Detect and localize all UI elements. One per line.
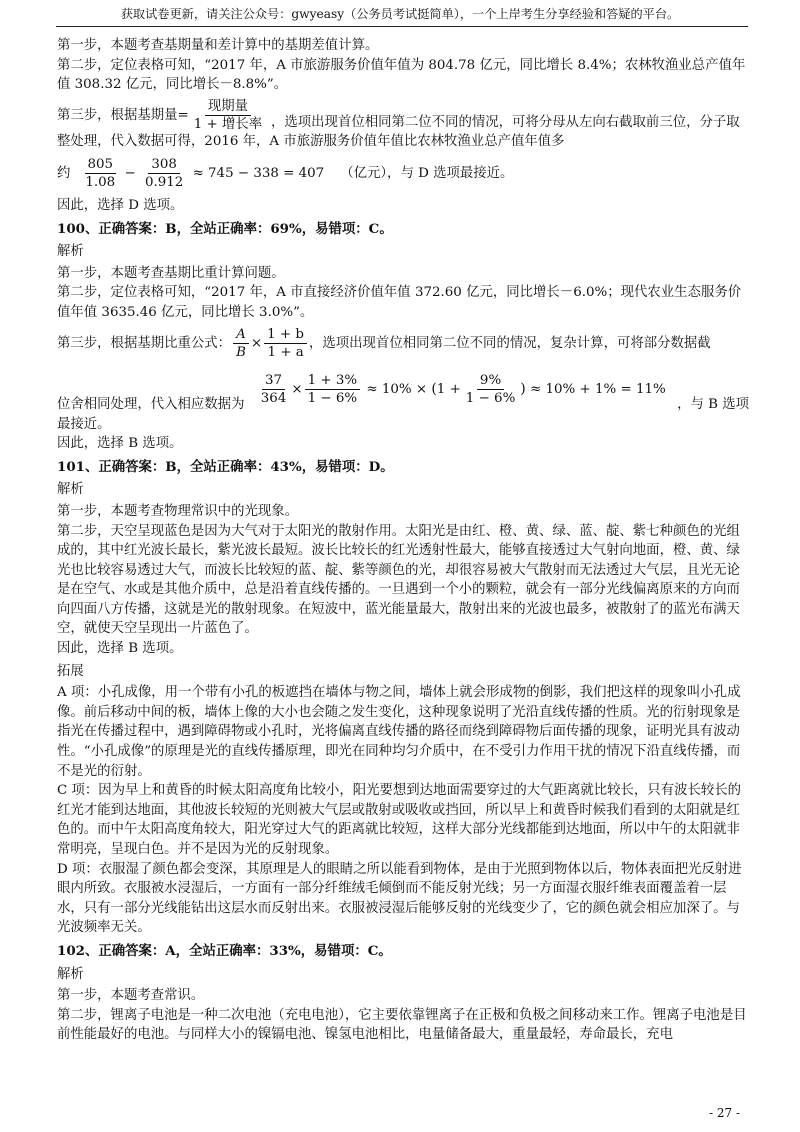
q101-analysis-label: 解析: [57, 482, 84, 498]
ratio-growth-b: 1 + b: [264, 326, 307, 344]
g2-den: 1 − 6%: [307, 391, 358, 407]
q100-step3-suffix: ，与 B 选项: [677, 396, 749, 412]
q99-calc-formula: $\frac{805}{1.08}$ − $\frac{308}{0.912}$ ≈ 745 − 338 = 407: [80, 156, 324, 191]
g-mid: ≈ 10% ×: [366, 382, 428, 398]
q100-step3-suffix2: 最接近。: [57, 416, 111, 432]
ratio-b: B: [236, 345, 246, 361]
f1-den: 1.08: [85, 175, 116, 191]
q101-option-c: C 项：因为早上和黄昏的时候太阳高度角比较小，阳光要想到达地面需要穿过的大气距离就比较长，只有波长较长的红光才能到达地面，其他波长较短的光则被大气层或散射或吸收或挡回，所以早上和黄昏时候我们看到的太阳就是红色的。而中午太阳高度角较大，阳光穿过大气的距离就比较短，这样大部分光线都能到达地面，所以中午的太阳就非常明亮，呈现白色。并不是因为光的反射现象。: [57, 783, 742, 857]
ratio-growth-a: 1 + a: [267, 345, 304, 361]
q99-step3-text: ，选项出现首位相同第二位不同的情况，可将分母从左向右截取前三位，分子取整处理，代入数据可得，2016 年，A 市旅游服务价值年值比农林牧渔业总产值年值多: [57, 114, 740, 150]
q101-step2: 第二步，天空呈现蓝色是因为大气对于太阳光的散射作用。太阳光是由红、橙、黄、绿、蓝、靛、紫七种颜色的光组成的，其中红光波长最长，紫光波长最短。波长比较长的红光透射性最大，能够直接透过大气射向地面，橙、黄、绿光也比较容易透过大气，而波长比较短的蓝、靛、紫等颜色的光，却很容易被大气散射而无法透过大气层，且光无论是在空气、水或是其他介质中，总是沿着直线传播的。一旦遇到一个小的颗粒，就会有一部分光线偏离原来的方向而向四面八方传播，这就是光的散射现象。在短波中，蓝光能量最大，散射出来的光波也最多，被散射了的蓝光布满天空，就使天空呈现出一片蓝色了。: [57, 523, 740, 637]
page-content: [57, 36, 749, 1045]
q100-conclusion: 因此，选择 B 选项。: [57, 436, 183, 452]
q100-step2: 第二步，定位表格可知，“2017 年，A 市直接经济价值年值 372.60 亿元，同比增长－6.0%；现代农业生态服务价值年值 3635.46 亿元，同比增长 3.0%”。: [57, 285, 742, 320]
q99-calc-row: [57, 152, 749, 196]
q99-step3-prefix: 第三步，根据基期量=: [57, 107, 189, 123]
base-period-formula: [191, 98, 265, 133]
page-number: - 27 -: [708, 1106, 740, 1120]
page-header: 获取试卷更新，请关注公众号：gwyeasy（公务员考试挺简单），一个上岸考生分享经验和答疑的平台。: [120, 7, 680, 21]
q100-step3-text2: 位舍相同处理，代入相应数据为: [57, 396, 245, 412]
q100-answer: 100、正确答案：B，全站正确率：69%，易错项：C。: [57, 220, 393, 237]
g2-num: 1 + 3%: [305, 372, 361, 390]
f1-num: 805: [85, 156, 117, 174]
g3-num: 9%: [477, 372, 504, 390]
f2-num: 308: [148, 156, 180, 174]
q101-option-a: A 项：小孔成像，用一个带有小孔的板遮挡在墙体与物之间，墙体上就会形成物的倒影，我们把这样的现象叫小孔成像。前后移动中间的板，墙体上像的大小也会随之发生变化，这种现象说明了光沿直线传播的性质。光的衍射现象是指光在传播过程中，遇到障碍物或小孔时，光将偏离直线传播的路径而绕到障碍物后面传播的现象，证明光具有波动性。“小孔成像”的原理是光的直线传播原理，即光在同种均匀介质中，在不受引力作用干扰的情况下沿直线传播，而不是光的衍射。: [57, 685, 741, 779]
q99-conclusion: 因此，选择 D 选项。: [57, 197, 184, 213]
q100-step3-row: [57, 323, 749, 365]
g3-den: 1 − 6%: [465, 391, 516, 407]
q101-extension-label: 拓展: [57, 663, 84, 679]
q99-step2: 第二步，定位表格可知，“2017 年，A 市旅游服务价值年值为 804.78 亿元，同比增长 8.4%；农林牧渔业总产值年值 308.32 亿元，同比增长－8.8%”。: [57, 57, 746, 93]
q100-step1: 第一步，本题考查基期比重计算问题。: [57, 265, 285, 281]
q100-step3-text: ，选项出现首位相同第二位不同的情况，复杂计算，可将部分数据截: [308, 335, 711, 351]
g1-num: 37: [262, 372, 285, 390]
approx-prefix: 约: [57, 166, 71, 182]
header-rule: [56, 26, 748, 27]
formula-numerator: 现期量: [205, 98, 251, 116]
q102-step1: 第一步，本题考查常识。: [57, 988, 205, 1004]
g1-den: 364: [260, 391, 287, 407]
q100-calc-row: [57, 365, 749, 415]
q102-analysis-label: 解析: [57, 966, 84, 982]
q102-step2: 第二步，锂离子电池是一种二次电池（充电电池），它主要依靠锂离子在正极和负极之间移动来工作。锂离子电池是目前性能最好的电池。与同样大小的镍镉电池、镍氢电池相比，电量储备最大，重量最轻，寿命最长，充电: [57, 1007, 747, 1043]
ratio-formula: $\frac{A}{B}$ × $\frac{1 + b}{1 + a}$: [231, 326, 309, 361]
f2-den: 0.912: [144, 175, 184, 191]
ratio-a: A: [233, 326, 249, 344]
q101-conclusion: 因此，选择 B 选项。: [57, 641, 183, 657]
q100-calc-formula: $\frac{37}{364}$ × $\frac{1 + 3\%}{1 - 6\%}$ ≈ 10% × (1 + $\frac{9\%}{1 - 6\%}$ ) ≈ 10% + 1% = 11%: [256, 372, 666, 407]
q102-answer: 102、正确答案：A，全站正确率：33%，易错项：C。: [57, 942, 392, 959]
f-result: ≈ 745 − 338 = 407: [192, 166, 325, 182]
q101-step1: 第一步，本题考查物理常识中的光现象。: [57, 503, 299, 519]
approx-suffix: （亿元），与 D 选项最接近。: [340, 166, 514, 182]
q99-step1: 第一步，本题考查基期量和差计算中的基期差值计算。: [57, 38, 379, 53]
q100-analysis-label: 解析: [57, 244, 84, 260]
formula-denominator: 1 + 增长率: [193, 116, 263, 132]
q101-option-d: D 项：衣服湿了颜色都会变深，其原理是人的眼睛之所以能看到物体，是由于光照到物体以后，物体表面把光反射进眼内所致。衣服被水浸湿后，一方面有一部分纤维绒毛倾倒而不能反射光线；另一方面湿衣服纤维表面覆盖着一层水，只有一部分光线能钻出这层水而反射出来。衣服被浸湿后能够反射的光线变少了，它的颜色就会相应加深了。与光波频率无关。: [57, 861, 742, 936]
g-result: ≈ 10% + 1% = 11%: [530, 382, 666, 398]
q100-step3-prefix: 第三步，根据基期比重公式：: [57, 335, 232, 351]
q101-answer: 101、正确答案：B，全站正确率：43%，易错项：D。: [57, 458, 394, 475]
